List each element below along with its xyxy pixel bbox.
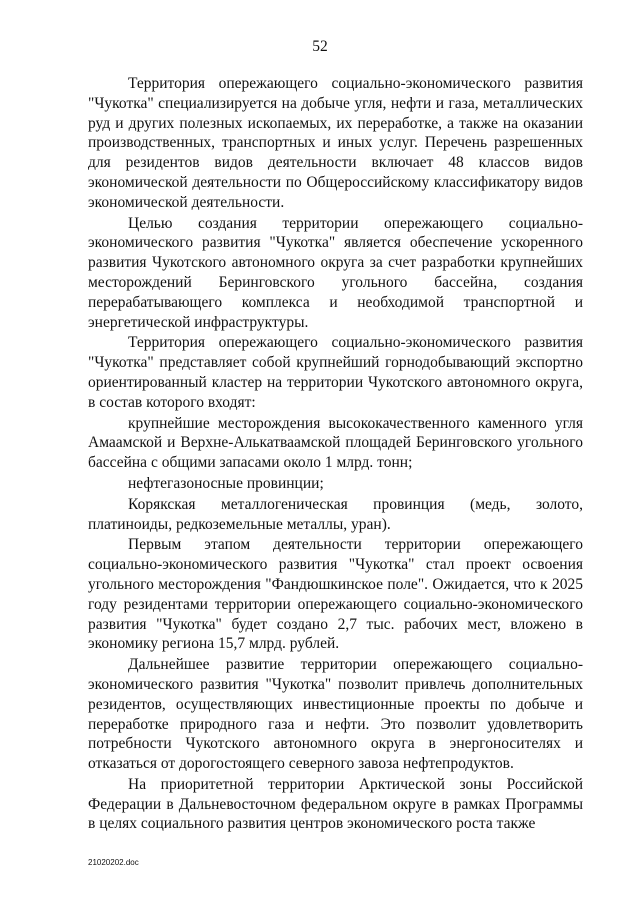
footer-file-code: 21020202.doc — [88, 858, 139, 867]
list-item-coal-deposits: крупнейшие месторождения высококачественного каменного угля Амаамской и Верхне-Алькатваамской площадей Беринговского угольного бассейна с общими запасами около 1 млрд. тонн; — [88, 414, 583, 472]
list-item-metallogenic: Корякская металлогеническая провинция (медь, золото, платиноиды, редкоземельные металлы, уран). — [88, 495, 583, 533]
paragraph-1: Территория опережающего социально-экономического развития "Чукотка" специализируется на добыче угля, нефти и газа, металлических руд и других полезных ископаемых, их переработке, а также на оказании производственных, транспортных и иных услуг. Перечень разрешенных для резидентов видов деятельности включает 48 классов видов экономической деятельности по Общероссийскому классификатору видов экономической деятельности. — [88, 75, 583, 211]
paragraph-5: Дальнейшее развитие территории опережающего социально-экономического развития "Чукотка" позволит привлечь дополнительных резидентов, осуществляющих инвестиционные проекты по добыче и переработке природного газа и нефти. Это позволит удовлетворить потребности Чукотского автономного округа в энергоносителях и отказаться от дорогостоящего северного завоза нефтепродуктов. — [88, 656, 583, 773]
paragraph-6: На приоритетной территории Арктической зоны Российской Федерации в Дальневосточном федеральном округе в рамках Программы в целях социального развития центров экономического роста также — [88, 775, 583, 833]
page-number: 52 — [312, 38, 328, 55]
list-item-oil-gas: нефтегазоносные провинции; — [128, 474, 324, 492]
document-body — [88, 74, 583, 834]
paragraph-2: Целью создания территории опережающего социально-экономического развития "Чукотка" является обеспечение ускоренного развития Чукотского автономного округа за счет разработки крупнейших месторождений Беринговского угольного бассейна, создания перерабатывающего комплекса и необходимой транспортной и энергетической инфраструктуры. — [88, 214, 583, 331]
paragraph-3: Территория опережающего социально-экономического развития "Чукотка" представляет собой крупнейший горнодобывающий экспортно ориентированный кластер на территории Чукотского автономного округа, в состав которого входят: — [88, 334, 583, 411]
paragraph-4: Первым этапом деятельности территории опережающего социально-экономического развития "Чукотка" стал проект освоения угольного месторождения "Фандюшкинское поле". Ожидается, что к 2025 году резидентами территории опережающего социально-экономического развития "Чукотка" будет создано 2,7 тыс. рабочих мест, вложено в экономику региона 15,7 млрд. рублей. — [88, 536, 583, 653]
